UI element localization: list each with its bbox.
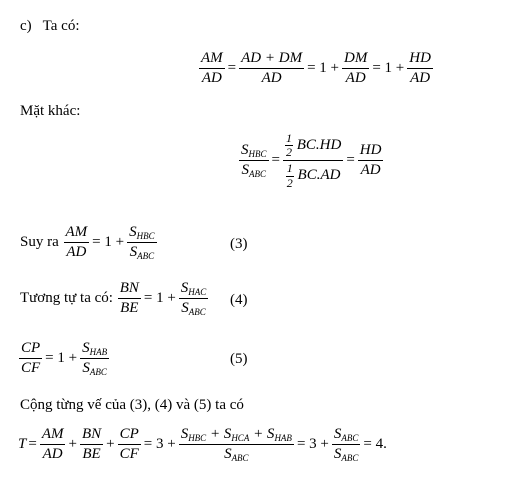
equation-1: $\frac{AM}{AD}$ = $\frac{AD + DM}{AD}$ = 1 + $\frac{DM}{AD}$ = 1 + $\frac{HD}{AD}$: [201, 50, 431, 87]
part-c-intro: [20, 18, 80, 35]
mat-khac-text: Mặt khác:: [20, 103, 81, 119]
equation-3: Suy ra $\frac{AM}{AD}$ = 1 + $\frac{S_{HBC}}{S_{ABC}}$: [20, 224, 155, 262]
tag-5: (5): [230, 351, 248, 367]
equation-2: $\frac{S_{HBC}}{S_{ABC}}$ = 1 2 BC.HD 1 2 BC.AD = $\frac{HD}{AD}$: [241, 131, 382, 190]
frac-shbc-sabc: $\frac{S_{HBC}}{S_{ABC}}$: [241, 142, 267, 180]
equation-4: Tương tự ta có: $\frac{BN}{BE}$ = 1 + $\frac{S_{HAC}}{S_{ABC}}$: [20, 280, 207, 318]
suy-ra-text: Suy ra: [20, 234, 59, 251]
tag-4: (4): [230, 292, 248, 308]
tag-3: (3): [230, 236, 248, 252]
intro-text: Ta có:: [42, 18, 80, 34]
frac-am-ad: $\frac{AM}{AD}$: [201, 50, 223, 87]
frac-ad-dm: $\frac{AD + DM}{AD}$: [241, 50, 303, 87]
cong-text: Cộng từng vế của (3), (4) và (5) ta có: [20, 397, 244, 413]
frac-hd-ad: $\frac{HD}{AD}$: [409, 50, 431, 87]
equation-5: $\frac{CP}{CF}$ = 1 + $\frac{S_{HAB}}{S_{ABC}}$: [21, 340, 108, 378]
tuong-tu-text: Tương tự ta có:: [20, 290, 113, 307]
final-equation: T = $\frac{AM}{AD}$ + $\frac{BN}{BE}$ + $\frac{CP}{CF}$ = 3 + $\frac{S_{HBC} + S_{HCA} + S_{HAB}}{S_{ABC}}$ = 3 + $\frac{S_{ABC}}{S_{ABC}}$ = 4.: [18, 426, 387, 464]
frac-half-ratio: 1 2 BC.HD 1 2 BC.AD: [283, 132, 343, 190]
part-label: c): [20, 18, 32, 34]
frac-dm-ad: $\frac{DM}{AD}$: [344, 50, 368, 87]
frac-hd-ad-2: $\frac{HD}{AD}$: [359, 142, 382, 179]
